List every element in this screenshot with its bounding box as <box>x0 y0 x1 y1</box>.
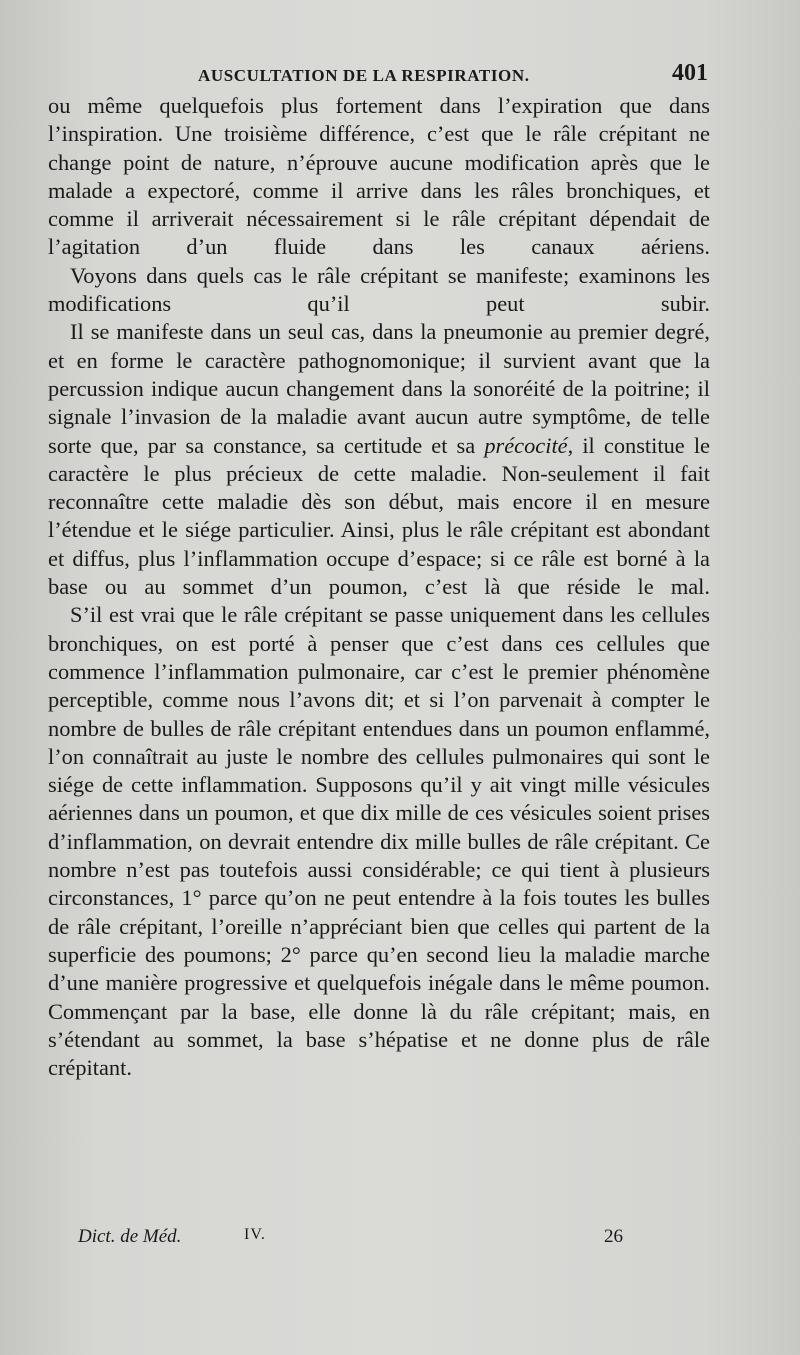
running-head <box>48 60 710 90</box>
signature-mark: Dict. de Méd. <box>78 1226 182 1247</box>
paragraph-2: Voyons dans quels cas le râle crépitant se manifeste; examinons les modifications qu’il peut subir. <box>48 262 710 317</box>
paragraph-4: S’il est vrai que le râle crépitant se passe uniquement dans les cellules bronchiques, on est porté à penser que c’est dans ces cellules que commence l’inflammation pulmonaire, car c’est le premier phénomène perceptible, comme nous l’avons dit; et si l’on parvenait à compter le nombre de bulles de râle crépitant entendues dans un poumon enflammé, l’on connaîtrait au juste le nombre des cellules pulmonaires qui sont le siége de cette inflammation. Supposons qu’il y ait vingt mille vésicules aériennes dans un poumon, et que dix mille de ces vésicules soient prises d’inflammation, on devrait entendre dix mille bulles de râle crépitant. Ce nombre n’est pas toutefois aussi considérable; ce qui tient à plusieurs circonstances, 1° parce qu’on ne peut entendre à la fois toutes les bulles de râle crépitant, l’oreille n’appréciant bien que celles qui partent de la superficie des poumons; 2° parce qu’en second lieu la maladie marche d’une manière progressive et quelquefois inégale dans le même poumon. Commençant par la base, elle donne là du râle crépitant; mais, en s’étendant au sommet, la base s’hépatise et ne donne plus de râle crépitant. <box>48 602 710 1081</box>
body-text <box>48 92 710 1082</box>
page-footer <box>48 1222 710 1252</box>
running-title: AUSCULTATION DE LA RESPIRATION. <box>198 66 530 85</box>
paragraph-3-text-b: , il constitue le caractère le plus précieux de cette maladie. Non-seulement il fait reconnaître cette maladie dès son début, mais encore il en mesure l’étendue et le siége particulier. Ainsi, plus le râle crépitant est abondant et diffus, plus l’inflammation occupe d’espace; si ce râle est borné à la base ou au sommet d’un poumon, c’est là que réside le mal. <box>48 432 710 600</box>
page-number: 401 <box>672 60 708 86</box>
paragraph-3-italic: précocité <box>484 432 568 458</box>
volume-number: IV. <box>244 1226 266 1243</box>
paragraph-3 <box>48 318 710 601</box>
sheet-number: 26 <box>604 1226 623 1247</box>
paragraph-1: ou même quelquefois plus fortement dans l’expiration que dans l’inspiration. Une troisième différence, c’est que le râle crépitant ne change point de nature, n’éprouve aucune modification après que le malade a expectoré, comme il arrive dans les râles bronchiques, et comme il arriverait nécessairement si le râle crépitant dépendait de l’agitation d’un fluide dans les canaux aériens. <box>48 93 710 260</box>
paragraph-3-text-a: Il se manifeste dans un seul cas, dans la pneumonie au premier degré, et en forme le caractère pathognomonique; il survient avant que la percussion indique aucun changement dans la sonoréité de la poitrine; il signale l’invasion de la maladie avant aucun autre symptôme, de telle sorte que, par sa constance, sa certitude et sa <box>48 319 710 458</box>
